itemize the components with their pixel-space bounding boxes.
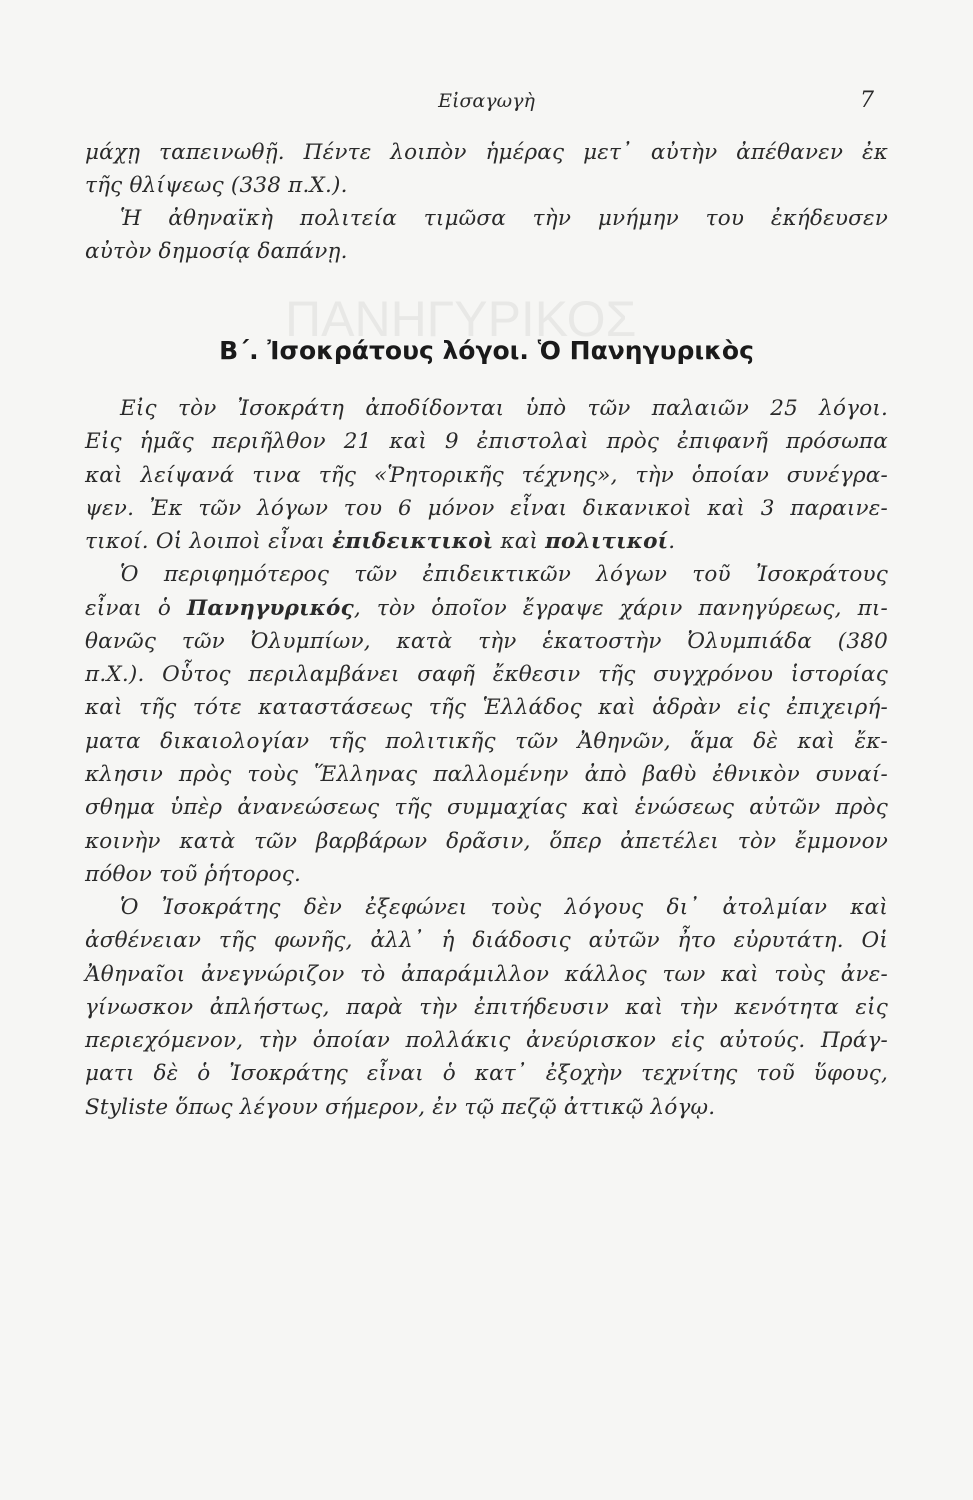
text-line [85,462,888,490]
text-line [85,1094,888,1122]
text-line [85,961,888,989]
text-segment: γίνωσκον ἀπλήστως, παρὰ τὴν ἐπιτήδευσιν καὶ τὴν κενότητα εἰς [85,994,888,1020]
text-line [85,861,888,889]
text-line [85,927,888,955]
text-line [85,495,888,523]
text-segment: ψεν. Ἐκ τῶν λόγων του 6 μόνον εἶναι δικανικοὶ καὶ 3 παραινε- [85,495,888,521]
text-segment: . [668,529,676,555]
text-line [85,139,888,167]
text-line [85,728,888,756]
text-segment: τικοί. Οἱ λοιποὶ εἶναι [85,529,333,555]
text-segment: θανῶς τῶν Ὀλυμπίων, κατὰ τὴν ἑκατοστὴν Ὀλυμπιάδα (380 [85,628,888,654]
text-segment: π.Χ.). Οὗτος περιλαμβάνει σαφῆ ἔκθεσιν τῆς συγχρόνου ἱστορίας [85,662,888,688]
section-heading: Β΄. Ἰσοκράτους λόγοι. Ὁ Πανηγυρικὸς [219,336,754,365]
text-segment: κοινὴν κατὰ τῶν βαρβάρων δρᾶσιν, ὅπερ ἀπετέλει τὸν ἔμμονον [85,828,888,854]
text-line [85,628,888,656]
text-line [120,561,888,589]
bold-term: πολιτικοί [545,529,669,555]
bold-term: ἐπιδεικτικοὶ [332,529,494,555]
text-line [120,395,888,423]
page-number: 7 [860,88,874,113]
text-line [85,172,888,200]
text-segment: Εἰς ἡμᾶς περιῆλθον 21 καὶ 9 ἐπιστολαὶ πρὸς ἐπιφανῆ πρόσωπα [85,429,888,455]
text-line [120,894,888,922]
text-line [85,661,888,689]
text-segment: κλησιν πρὸς τοὺς Ἕλληνας παλλομένην ἀπὸ βαθὺ ἐθνικὸν συναί- [85,761,888,787]
text-line [85,794,888,822]
text-segment: σθημα ὑπὲρ ἀνανεώσεως τῆς συμμαχίας καὶ ἑνώσεως αὐτῶν πρὸς [85,795,888,821]
text-segment: Ἀθηναῖοι ἀνεγνώριζον τὸ ἀπαράμιλλον κάλλος των καὶ τοὺς ἀνε- [85,961,888,987]
text-line [85,994,888,1022]
text-line [85,238,888,266]
bleed-through-text: ΠΑΝΗΓΥΡΙΚΟΣ [285,291,637,347]
text-segment: πόθον τοῦ ῥήτορος. [85,861,302,887]
text-line [85,595,888,623]
text-line [85,428,888,456]
text-line [85,828,888,856]
text-segment: ἀσθένειαν τῆς φωνῆς, ἀλλ᾽ ἡ διάδοσις αὐτῶν ἦτο εὐρυτάτη. Οἱ [85,928,888,954]
text-segment: Styliste ὅπως λέγουν σήμερον, ἐν τῷ πεζῷ ἀττικῷ λόγῳ. [85,1094,716,1120]
text-segment: καὶ [493,529,546,555]
text-segment: αὐτὸν δημοσίᾳ δαπάνῃ. [85,239,348,264]
text-line [85,694,888,722]
text-segment: καὶ τῆς τότε καταστάσεως τῆς Ἑλλάδος καὶ ἁδρὰν εἰς ἐπιχειρή- [85,695,888,721]
text-segment: Ὁ περιφημότερος τῶν ἐπιδεικτικῶν λόγων τοῦ Ἰσοκράτους [120,562,888,588]
text-line [85,1027,888,1055]
text-segment: , τὸν ὁποῖον ἔγραψε χάριν πανηγύρεως, πι- [353,595,888,621]
text-segment: τῆς θλίψεως (338 π.Χ.). [85,173,348,198]
text-line [120,205,888,233]
text-segment: μάχῃ ταπεινωθῇ. Πέντε λοιπὸν ἡμέρας μετ᾽ αὐτὴν ἀπέθανεν ἐκ [85,140,888,165]
text-line [85,528,888,556]
running-header: Εἰσαγωγὴ [438,90,535,112]
text-segment: εἶναι ὁ [85,595,187,621]
text-segment: περιεχόμενον, τὴν ὁποίαν πολλάκις ἀνεύρισκον εἰς αὐτούς. Πράγ- [85,1028,888,1054]
text-segment: Ὁ Ἰσοκράτης δὲν ἐξεφώνει τοὺς λόγους δι᾽ ἀτολμίαν καὶ [120,895,888,921]
text-segment: καὶ λείψανά τινα τῆς «Ῥητορικῆς τέχνης», τὴν ὁποίαν συνέγρα- [85,462,888,488]
text-segment: ματι δὲ ὁ Ἰσοκράτης εἶναι ὁ κατ᾽ ἐξοχὴν τεχνίτης τοῦ ὕφους, [85,1061,888,1087]
text-line [85,1060,888,1088]
text-segment: Εἰς τὸν Ἰσοκράτη ἀποδίδονται ὑπὸ τῶν παλαιῶν 25 λόγοι. [120,396,888,421]
text-segment: Ἡ ἀθηναϊκὴ πολιτεία τιμῶσα τὴν μνήμην του ἐκήδευσεν [120,206,888,231]
bold-term: Πανηγυρικός [186,595,354,621]
text-segment: ματα δικαιολογίαν τῆς πολιτικῆς τῶν Ἀθηνῶν, ἅμα δὲ καὶ ἔκ- [85,728,888,754]
text-line [85,761,888,789]
